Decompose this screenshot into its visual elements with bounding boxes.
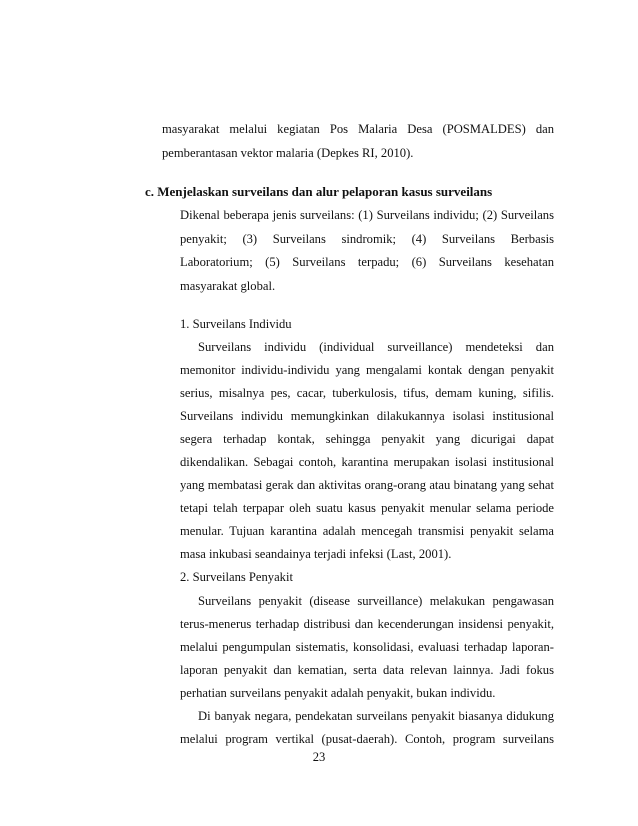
text-line: pemberantasan vektor malaria (Depkes RI, 2010). xyxy=(162,146,414,160)
text-line: Surveilans individu memungkinkan dilakukannya isolasi institusional xyxy=(180,409,554,423)
section-heading: c. Menjelaskan surveilans dan alur pelaporan kasus surveilans xyxy=(145,184,493,199)
text-line: masa inkubasi seandainya terjadi infeksi (Last, 2001). xyxy=(180,547,452,561)
text-line: masyarakat melalui kegiatan Pos Malaria Desa (POSMALDES) dan xyxy=(162,122,554,136)
text-line: menular. Tujuan karantina adalah mencegah transmisi penyakit selama xyxy=(180,524,554,538)
text-line: perhatian surveilans penyakit adalah penyakit, bukan individu. xyxy=(180,686,496,700)
list-item-title: 1. Surveilans Individu xyxy=(180,317,292,331)
text-line: serius, misalnya pes, cacar, tuberkulosis, tifus, demam kuning, sifilis. xyxy=(180,386,554,400)
text-line: memonitor individu-individu yang mengalami kontak dengan penyakit xyxy=(180,363,554,377)
text-line: tetapi telah terpapar oleh suatu kasus penyakit menular selama periode xyxy=(180,501,554,515)
text-line: penyakit; (3) Surveilans sindromik; (4) Surveilans Berbasis xyxy=(180,232,554,246)
text-line: yang membatasi gerak dan aktivitas orang-orang atau binatang yang sehat xyxy=(180,478,554,492)
text-line: Surveilans individu (individual surveillance) mendeteksi dan xyxy=(198,340,554,354)
text-line: Surveilans penyakit (disease surveillance) melakukan pengawasan xyxy=(198,594,554,608)
text-line: melalui program vertikal (pusat-daerah). Contoh, program surveilans xyxy=(180,732,554,746)
text-line: melalui pengumpulan sistematis, konsolidasi, evaluasi terhadap laporan- xyxy=(180,640,554,654)
page-number: 23 xyxy=(312,750,326,764)
text-line: masyarakat global. xyxy=(180,279,276,293)
text-line: terus-menerus terhadap distribusi dan kecenderungan insidensi penyakit, xyxy=(180,617,554,631)
text-line: Laboratorium; (5) Surveilans terpadu; (6) Surveilans kesehatan xyxy=(180,255,554,269)
text-line: segera terhadap kontak, sehingga penyakit yang dicurigai dapat xyxy=(180,432,554,446)
text-line: Di banyak negara, pendekatan surveilans penyakit biasanya didukung xyxy=(198,709,554,723)
text-line: Dikenal beberapa jenis surveilans: (1) Surveilans individu; (2) Surveilans xyxy=(180,208,554,222)
text-line: dikendalikan. Sebagai contoh, karantina merupakan isolasi institusional xyxy=(180,455,554,469)
text-line: laporan penyakit dan kematian, serta data relevan lainnya. Jadi fokus xyxy=(180,663,554,677)
list-item-title: 2. Surveilans Penyakit xyxy=(180,570,293,584)
